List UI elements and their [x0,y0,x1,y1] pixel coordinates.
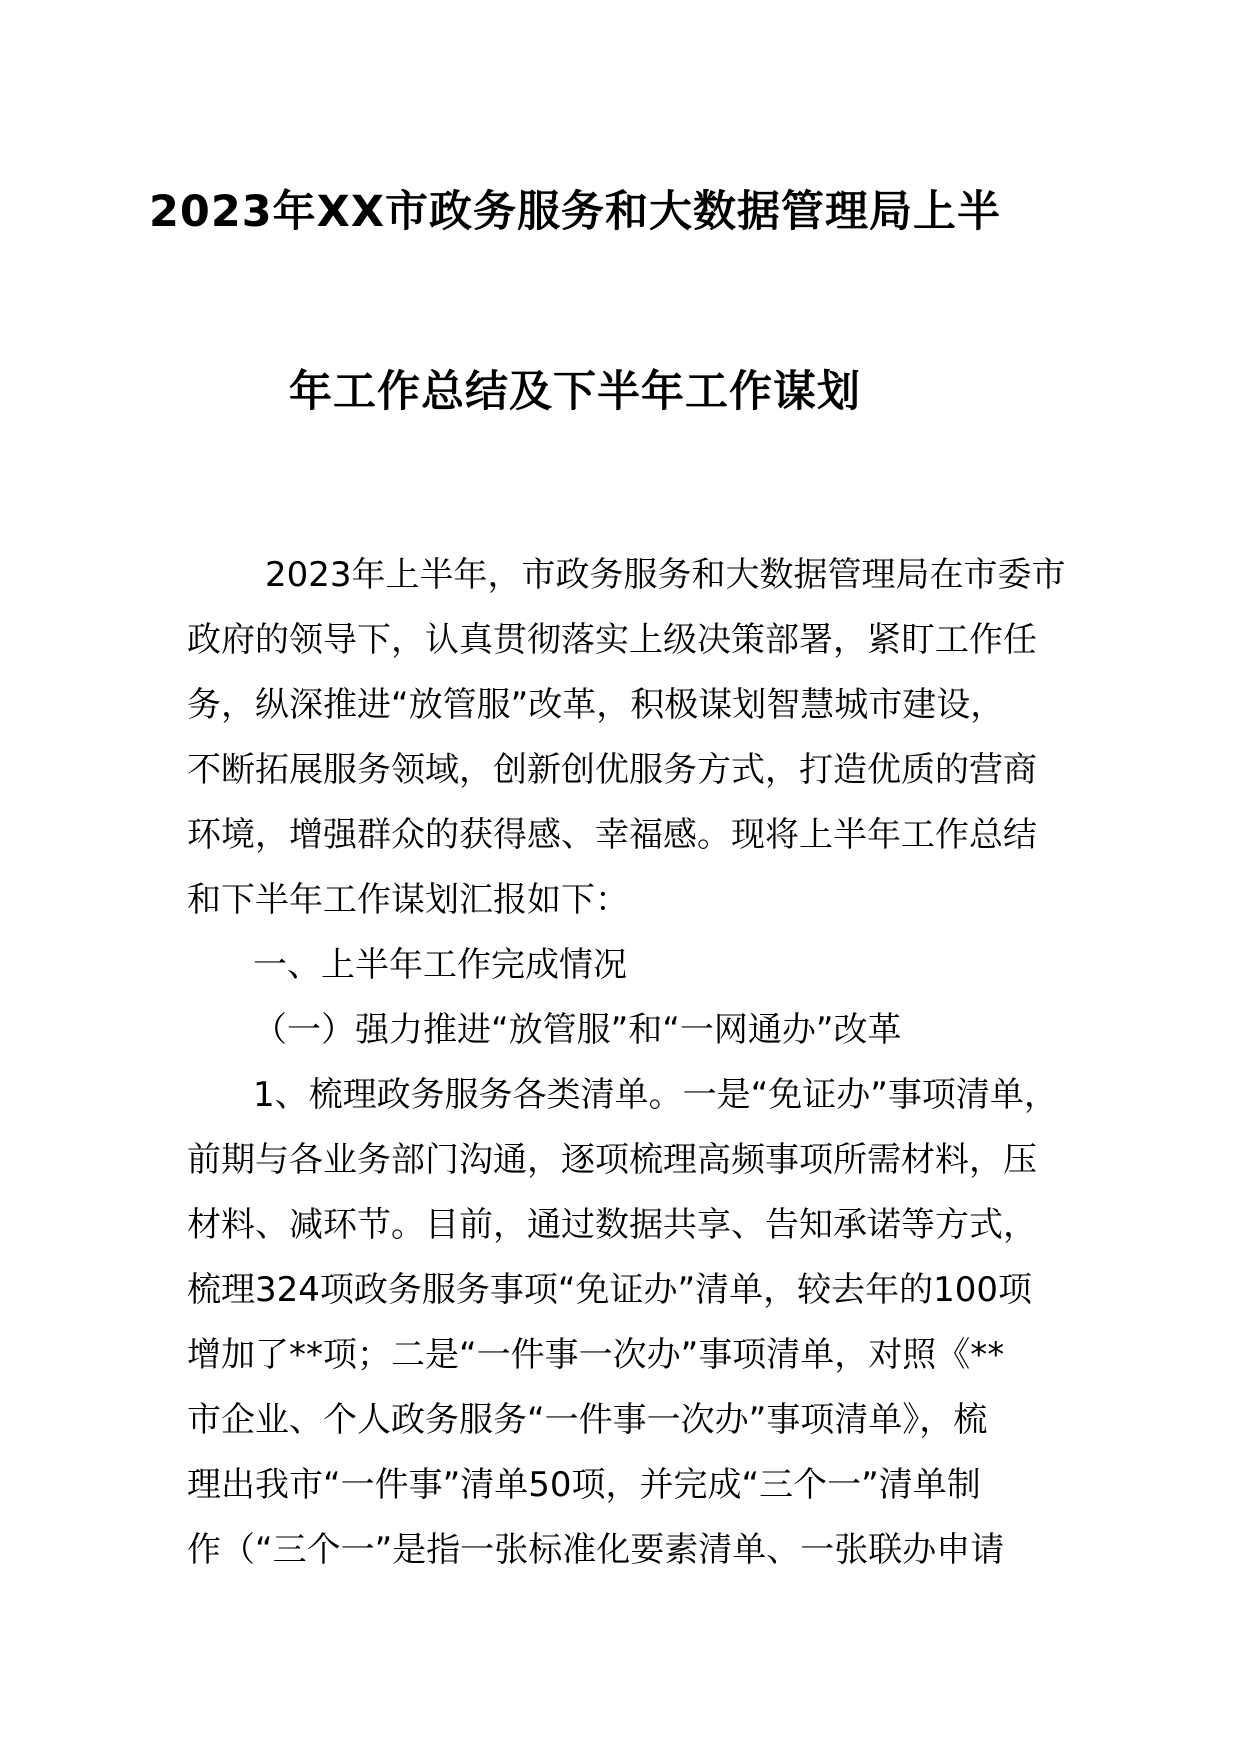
paragraph-intro-line: 不断拓展服务领域，创新创优服务方式，打造优质的营商 [187,750,1037,790]
document-title-line-2: 年工作总结及下半年工作谋划 [289,367,861,417]
paragraph-intro-line: 务，纵深推进“放管服”改革，积极谋划智慧城市建设， [187,685,1005,725]
paragraph-item-line: 1、梳理政务服务各类清单。一是“免证办”事项清单， [253,1075,1058,1115]
paragraph-intro-line: 环境，增强群众的获得感、幸福感。现将上半年工作总结 [187,815,1037,855]
paragraph-item-line: 梳理324项政务服务事项“免证办”清单，较去年的100项 [187,1270,1033,1310]
paragraph-item-line: 市企业、个人政务服务“一件事一次办”事项清单》，梳 [187,1400,988,1440]
paragraph-intro-line: 2023年上半年，市政务服务和大数据管理局在市委市 [265,555,1066,595]
document-title-line-1: 2023年XX市政务服务和大数据管理局上半 [149,187,1001,237]
paragraph-intro-line: 和下半年工作谋划汇报如下： [187,880,629,920]
document-body [187,543,1067,1583]
paragraph-intro-line: 政府的领导下，认真贯彻落实上级决策部署，紧盯工作任 [187,620,1037,660]
paragraph-item-line: 前期与各业务部门沟通，逐项梳理高频事项所需材料，压 [187,1140,1037,1180]
section-heading: 一、上半年工作完成情况 [253,945,627,985]
paragraph-item-line: 理出我市“一件事”清单50项，并完成“三个一”清单制 [187,1465,981,1505]
paragraph-item-line: 增加了**项；二是“一件事一次办”事项清单，对照《** [187,1335,1005,1375]
paragraph-item-line: 材料、减环节。目前，通过数据共享、告知承诺等方式， [187,1205,1037,1245]
paragraph-item-line: 作（“三个一”是指一张标准化要素清单、一张联办申请 [187,1530,1005,1570]
subsection-heading: （一）强力推进“放管服”和“一网通办”改革 [253,1010,902,1050]
